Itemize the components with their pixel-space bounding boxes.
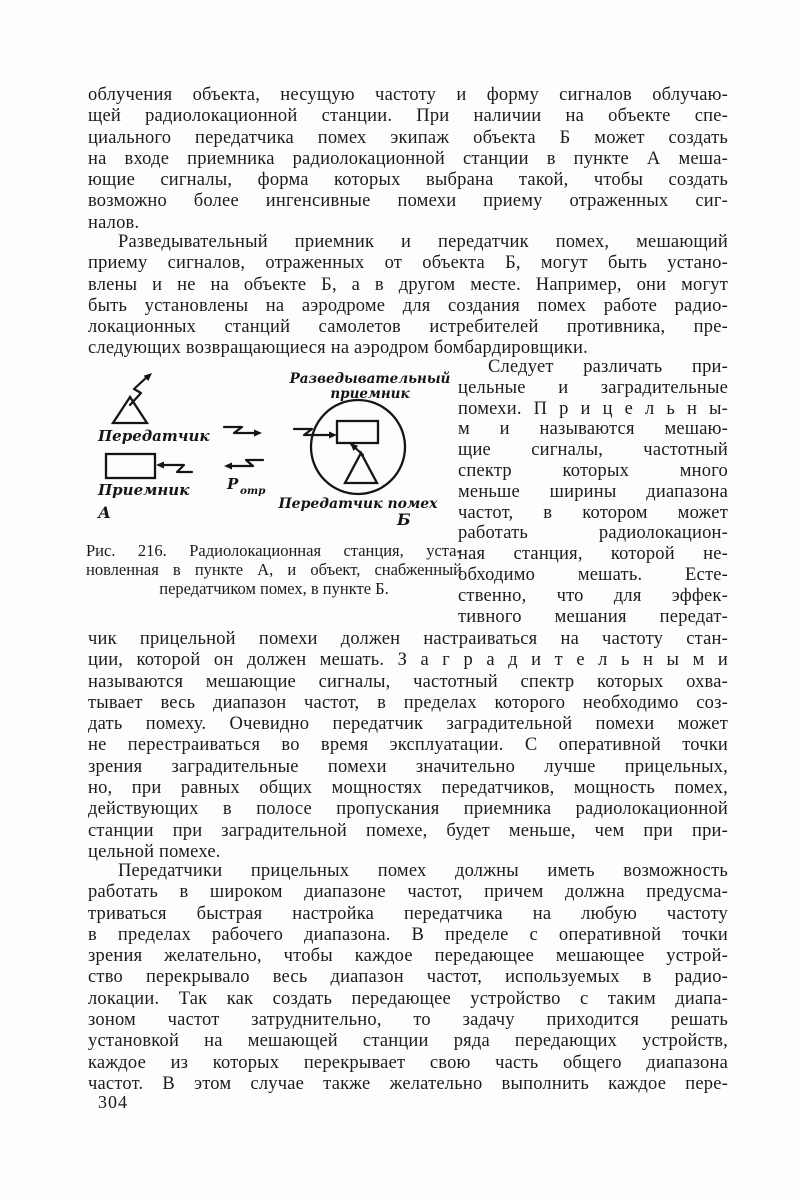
text-line: ная станция, которой не-	[458, 544, 728, 565]
text-line: Разведывательный приемник и передатчик помех, мешающий	[118, 232, 728, 252]
text-line: ющие сигналы, форма которых выбрана такой, чтобы создать	[88, 170, 728, 191]
right-column-text	[458, 357, 728, 627]
recon-receiver-box	[337, 421, 378, 443]
receiver-label: Приемник	[98, 481, 190, 499]
text-line: помехи. П р и ц е л ь н ы-	[458, 398, 728, 419]
recon-receiver-label-line2: приемник	[330, 386, 410, 402]
text-line: локации. Так как создать передающее устройство с таким диапа-	[88, 988, 728, 1009]
figure-216-diagram	[88, 365, 460, 537]
text-line: установкой на мешающей станции ряда передающих устройств,	[88, 1031, 728, 1052]
page-number: 304	[98, 1092, 128, 1112]
reflected-power-subscript: отр	[240, 485, 266, 497]
text-line: быть установлены на аэродроме для создания помех работе радио-	[88, 295, 728, 316]
text-line: влены и не на объекте Б, а в другом месте. Например, они могут	[88, 274, 728, 295]
forward-wave-zigzag	[224, 427, 258, 433]
text-line: щей радиолокационной станции. При наличии на объекте спе-	[88, 106, 728, 127]
paragraph-1	[88, 85, 728, 234]
recon-receiver-label-line1: Разведывательный	[289, 371, 451, 387]
receiver-box	[106, 454, 155, 478]
text-line: налов.	[88, 212, 140, 233]
text-line: Рис. 216. Радиолокационная станция, уста-	[86, 541, 462, 560]
text-line: возможно более ингенсивные помехи приему отраженных сиг-	[88, 191, 728, 212]
text-line: зрения желательно, чтобы каждое передающее мешающее устрой-	[88, 946, 728, 967]
text-line: чик прицельной помехи должен настраиваться на частоту стан-	[88, 629, 728, 649]
text-line: цельной помехе.	[88, 841, 221, 862]
text-line: цельные и заградительные	[458, 377, 728, 398]
transmitter-antenna-triangle	[113, 397, 147, 423]
text-line: станции при заградительной помехе, будет меньше, чем при при-	[88, 820, 728, 841]
text-line: называются мешающие сигналы, частотный спектр которых охва-	[88, 671, 728, 692]
text-line: Передатчики прицельных помех должны иметь возможность	[118, 861, 728, 881]
text-line: тывает весь диапазон частот, в пределах которого необходимо соз-	[88, 692, 728, 713]
text-line: Следует различать при-	[488, 357, 728, 377]
text-line: триваться быстрая настройка передатчика на любую частоту	[88, 903, 728, 924]
text-line: следующих возвращающиеся на аэродром бомбардировщики.	[88, 338, 588, 359]
text-line: зрения заградительные помехи значительно лучше прицельных,	[88, 756, 728, 777]
emitted-wave-zigzag	[130, 376, 148, 405]
text-line: ство перекрывало весь диапазон частот, используемых в радио-	[88, 967, 728, 988]
text-line: новленная в пункте А, и объект, снабженный	[86, 560, 462, 580]
jammer-label: Передатчик помех	[278, 496, 438, 512]
text-line: на входе приемника радиолокационной станции в пункте А меша-	[88, 148, 728, 169]
text-line: м и называются мешаю-	[458, 419, 728, 440]
received-wave-arrowhead	[156, 462, 164, 469]
text-line: приему сигналов, отраженных от объекта Б, могут быть устано-	[88, 253, 728, 274]
paragraph-2	[88, 232, 728, 360]
figure-caption	[86, 541, 462, 599]
text-line: локационных станций самолетов истребителей противника, пре-	[88, 317, 728, 338]
text-line: спектр которых много	[458, 460, 728, 481]
reflected-wave-zigzag	[228, 460, 263, 466]
text-line: ственно, что для эффек-	[458, 585, 728, 606]
text-line: не перестраиваться во время эксплуатации. С оперативной точки	[88, 735, 728, 756]
text-line: работать радиолокацион-	[458, 523, 728, 544]
text-line: но, при равных общих мощностях передатчиков, мощность помех,	[88, 778, 728, 799]
text-line: работать в широком диапазоне частот, причем должна предусма-	[88, 882, 728, 903]
forward-wave-arrowhead	[254, 430, 262, 437]
text-line: действующих в полосе пропускания приемника радиолокационной	[88, 799, 728, 820]
text-line: передатчиком помех, в пункте Б.	[159, 579, 389, 599]
text-line: частот. В этом случае также желательно выполнить каждое пере-	[88, 1073, 728, 1094]
text-line: дать помеху. Очевидно передатчик заградительной помехи может	[88, 714, 728, 735]
paragraph-4	[88, 861, 728, 1095]
text-line: циального передатчика помех экипаж объекта Б может создать	[88, 127, 728, 148]
text-line: меньше ширины диапазона	[458, 481, 728, 502]
point-a-label: А	[98, 503, 112, 522]
text-line: щие сигналы, частотный	[458, 440, 728, 461]
text-line: ции, которой он должен мешать. З а г р а д и т е л ь н ы м и	[88, 650, 728, 671]
reflected-wave-arrowhead	[224, 463, 232, 470]
text-line: каждое из которых перекрывает свою часть общего диапазона	[88, 1052, 728, 1073]
text-line: облучения объекта, несущую частоту и форму сигналов облучаю-	[88, 85, 728, 105]
text-line: зоном частот затруднительно, то задачу приходится решать	[88, 1010, 728, 1031]
received-wave-zigzag	[160, 465, 192, 472]
text-line: тивного мешания передат-	[458, 606, 728, 627]
text-line: частот, в котором может	[458, 502, 728, 523]
text-line: обходимо мешать. Есте-	[458, 564, 728, 585]
transmitter-label: Передатчик	[98, 427, 210, 445]
point-b-label: Б	[397, 510, 411, 529]
reflected-power-symbol: Р	[227, 475, 239, 493]
text-line: в пределах рабочего диапазона. В пределе с оперативной точки	[88, 924, 728, 945]
paragraph-3	[88, 629, 728, 863]
